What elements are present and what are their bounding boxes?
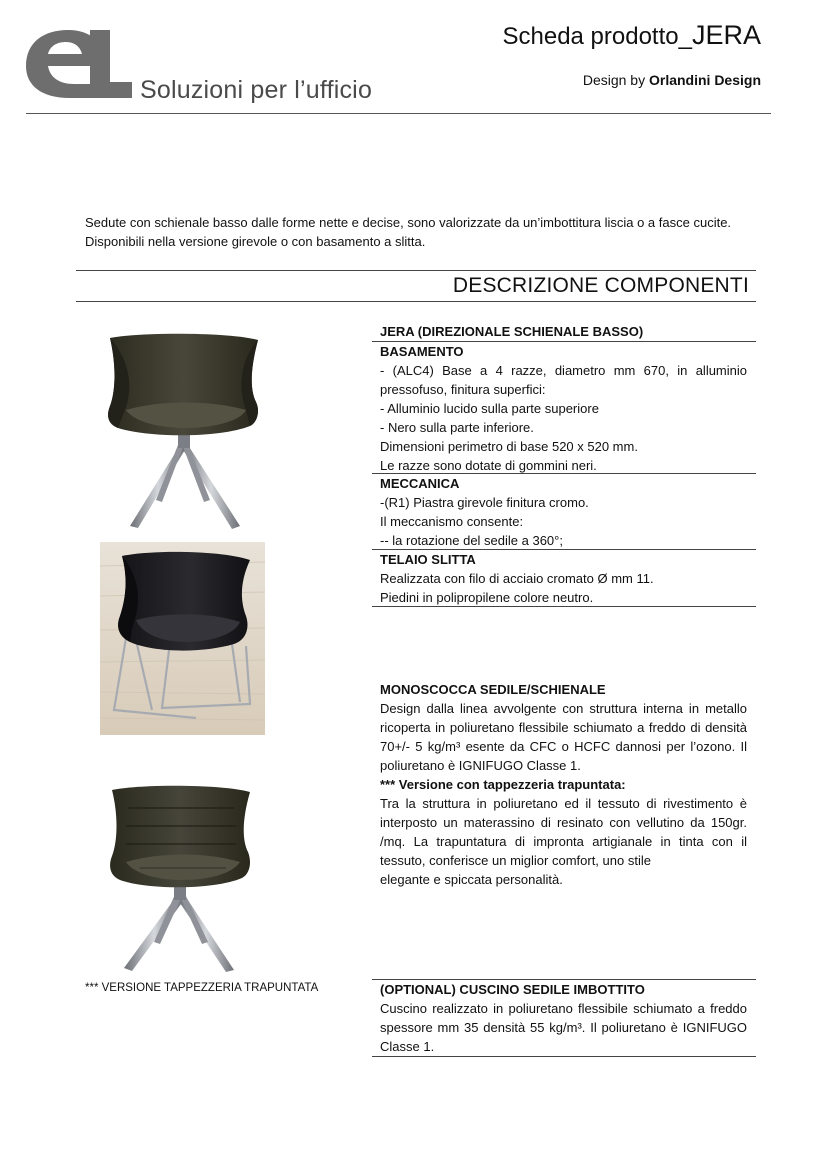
company-tagline: Soluzioni per l’ufficio bbox=[140, 76, 373, 104]
monoscocca-heading: MONOSCOCCA SEDILE/SCHIENALE bbox=[380, 682, 606, 697]
designer-credit bbox=[583, 72, 761, 88]
quilted-text: Tra la struttura in poliuretano ed il tessuto di rivestimento è interposto un materassino di resinato con vellutino da 150gr. /mq. La trapuntatura di impronta artigianale in tinta con il tessuto, conferisce un miglior comfort, uno stile bbox=[380, 796, 747, 868]
basamento-line: - Nero sulla parte inferiore. bbox=[380, 420, 534, 435]
product-name: JERA bbox=[691, 20, 761, 50]
header-divider bbox=[26, 113, 771, 114]
rule-telaio bbox=[372, 606, 756, 607]
telaio-line: Piedini in polipropilene colore neutro. bbox=[380, 590, 594, 605]
basamento-line: - Alluminio lucido sulla parte superiore bbox=[380, 401, 599, 416]
quilted-heading: *** Versione con tappezzeria trapuntata: bbox=[380, 777, 626, 792]
basamento-block bbox=[380, 342, 747, 475]
document-title bbox=[502, 20, 761, 51]
model-name-block bbox=[380, 322, 747, 341]
monoscocca-text: Design dalla linea avvolgente con struttura interna in metallo ricoperta in poliuretano flessibile schiumato a freddo di densità 70+/- 5 kg/m³ esente da CFC o HCFC dannosi per l’ozono. Il poliuretano è IGNIFUGO Classe 1. bbox=[380, 701, 747, 773]
cuscino-block bbox=[380, 980, 747, 1056]
section-divider-bottom bbox=[76, 301, 756, 302]
rule-cuscino-bottom bbox=[372, 1056, 756, 1057]
basamento-line: Dimensioni perimetro di base 520 x 520 mm. bbox=[380, 439, 638, 454]
quilted-text-last: elegante e spiccata personalità. bbox=[380, 872, 563, 887]
model-name: JERA (DIREZIONALE SCHIENALE BASSO) bbox=[380, 324, 644, 339]
meccanica-block bbox=[380, 474, 747, 550]
chair-quilted-image bbox=[104, 782, 259, 977]
section-divider-top bbox=[76, 270, 756, 271]
telaio-heading: TELAIO SLITTA bbox=[380, 552, 476, 567]
intro-paragraph: Sedute con schienale basso dalle forme nette e decise, sono valorizzate da un’imbottitura liscia o a fasce cucite. Disponibili nella versione girevole o con basamento a slitta. bbox=[85, 215, 732, 249]
meccanica-line: -(R1) Piastra girevole finitura cromo. bbox=[380, 495, 589, 510]
monoscocca-block bbox=[380, 680, 747, 889]
basamento-line: Le razze sono dotate di gommini neri. bbox=[380, 458, 597, 473]
basamento-heading: BASAMENTO bbox=[380, 344, 464, 359]
quilted-version-caption: *** VERSIONE TAPPEZZERIA TRAPUNTATA bbox=[85, 982, 319, 994]
company-logo bbox=[24, 26, 134, 100]
cuscino-heading: (OPTIONAL) CUSCINO SEDILE IMBOTTITO bbox=[380, 982, 645, 997]
telaio-line: Realizzata con filo di acciaio cromato Ø mm 11. bbox=[380, 571, 654, 586]
design-by-label: Design by bbox=[582, 72, 646, 88]
telaio-block bbox=[380, 550, 747, 607]
basamento-line: - (ALC4) Base a 4 razze, diametro mm 670, in alluminio pressofuso, finitura superfici: bbox=[380, 363, 747, 397]
title-prefix: Scheda prodotto_ bbox=[502, 23, 692, 50]
section-title: DESCRIZIONE COMPONENTI bbox=[452, 274, 749, 297]
meccanica-line: -- la rotazione del sedile a 360°; bbox=[380, 533, 563, 548]
chair-swivel-image bbox=[100, 330, 270, 535]
meccanica-line: Il meccanismo consente: bbox=[380, 514, 524, 529]
designer-name: Orlandini Design bbox=[648, 72, 761, 88]
meccanica-heading: MECCANICA bbox=[380, 476, 460, 491]
cuscino-text: Cuscino realizzato in poliuretano flessibile schiumato a freddo spessore mm 35 densità 55 kg/m³. Il poliuretano è IGNIFUGO Classe 1. bbox=[380, 1001, 747, 1054]
chair-sled-image bbox=[100, 542, 265, 735]
